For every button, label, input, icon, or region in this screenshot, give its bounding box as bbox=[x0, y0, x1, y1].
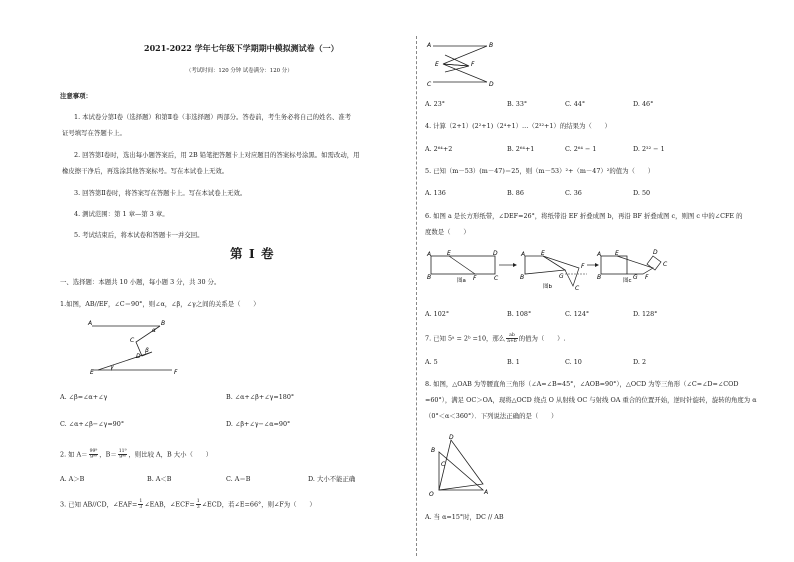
notice-item: 2. 回答第Ⅰ卷时，选出每小题答案后，用 2B 铅笔把答题卡上对应题目的答案标号涂黑。如需改动，用 bbox=[74, 151, 360, 159]
q7-fraction bbox=[506, 333, 518, 344]
fig-label: B bbox=[597, 274, 602, 281]
fraction-denominator: 3 bbox=[139, 505, 143, 510]
q5-option-c: C. 36 bbox=[565, 189, 582, 197]
q1-option-c: C. ∠α+∠β−∠γ=90° bbox=[60, 420, 125, 428]
fig-label: C bbox=[427, 81, 432, 88]
q2-stem bbox=[60, 449, 212, 460]
exam-title: 2021-2022 学年七年级下学期期中模拟测试卷（一） bbox=[144, 43, 339, 53]
q7-option-b: B. 1 bbox=[507, 358, 520, 366]
fig-label: D bbox=[449, 434, 454, 441]
q4-option-a: A. 2⁶⁴+2 bbox=[425, 145, 453, 153]
q7-prefix: 7. 已知 5ᵃ = 2ᵇ =10，那么 bbox=[425, 334, 506, 343]
q1-option-b: B. ∠α+∠β+∠γ=180° bbox=[226, 393, 295, 401]
notice-item: 橡皮擦干净后，再选涂其他答案标号。写在本试卷上无效。 bbox=[62, 167, 229, 175]
fig-label: G bbox=[633, 274, 638, 281]
fig-label: E bbox=[435, 61, 439, 68]
fig-label: F bbox=[471, 61, 475, 68]
q3-fraction-2 bbox=[196, 499, 201, 510]
fraction-denominator: 3 bbox=[196, 505, 200, 510]
q3-option-c: C. 44° bbox=[565, 100, 586, 108]
q2-mid: ，B＝ bbox=[99, 450, 117, 459]
fig-label: D bbox=[653, 249, 658, 256]
fig-caption: 图a bbox=[457, 278, 466, 284]
q6-option-c: C. 124° bbox=[565, 310, 590, 318]
q3-stem bbox=[60, 499, 316, 510]
section-instruction: 一、选择题：本题共 10 小题，每小题 3 分，共 30 分。 bbox=[60, 278, 221, 286]
q3-prefix: 3. 已知 AB//CD，∠EAF= bbox=[60, 500, 138, 509]
q2-option-b: B. A＜B bbox=[147, 475, 172, 483]
fig-label: A bbox=[88, 320, 93, 327]
left-column bbox=[60, 0, 410, 562]
q8-figure bbox=[429, 432, 499, 502]
q1-option-d: D. ∠β+∠γ−∠α=90° bbox=[226, 420, 291, 428]
q2-option-c: C. A＝B bbox=[226, 475, 251, 483]
q8-line1: 8. 如图，△OAB 为等腰直角三角形（∠A=∠B=45°，∠AOB=90°），△OCD 为等三角形（∠C=∠D=∠COD bbox=[425, 380, 739, 388]
fig-label: A bbox=[597, 251, 602, 258]
fraction-numerator: 99⁹ bbox=[89, 449, 98, 454]
notice-item: 证号填写在答题卡上。 bbox=[62, 129, 126, 137]
q8-line3: （0°＜α＜360°）．下列说法正确的是（ ） bbox=[425, 412, 558, 420]
q1-stem: 1.如图，AB//EF，∠C＝90°，则∠α，∠β，∠γ之间的关系是（ ） bbox=[60, 300, 260, 308]
fig-label: G bbox=[559, 273, 564, 280]
q1-figure bbox=[88, 318, 198, 380]
q3-suffix: ∠ECD，若∠E=66°，则∠F为（ ） bbox=[201, 500, 316, 509]
fig-label: D bbox=[136, 353, 141, 360]
q6-option-d: D. 128° bbox=[633, 310, 658, 318]
fraction-numerator: 11⁹ bbox=[118, 449, 127, 454]
fig-label: F bbox=[473, 275, 477, 282]
q4-option-c: C. 2⁶⁴ − 1 bbox=[565, 145, 597, 153]
fig-caption: 图b bbox=[543, 284, 552, 290]
right-column bbox=[425, 0, 775, 562]
fig-label: D bbox=[489, 81, 494, 88]
fig-label: C bbox=[663, 261, 668, 268]
fig-label: A bbox=[484, 489, 489, 496]
q2-fraction-a bbox=[89, 449, 99, 460]
q7-suffix: 的值为（ ）. bbox=[518, 334, 566, 343]
fig-label: A bbox=[521, 251, 526, 258]
q6-stem-line2: 度数是（ ） bbox=[425, 228, 470, 236]
q5-option-a: A. 136 bbox=[425, 189, 446, 197]
q8-option-a: A. 当 α=15°时，DC // AB bbox=[425, 513, 504, 521]
notice-item: 4. 测试范围：第 1 章—第 3 章。 bbox=[74, 210, 169, 218]
q4-option-b: B. 2⁶⁴+1 bbox=[507, 145, 535, 153]
fraction-denominator: 9⁹⁹ bbox=[90, 455, 97, 460]
strip-rect bbox=[431, 256, 495, 274]
fraction-denominator: 9⁹⁰ bbox=[119, 455, 126, 460]
fig-label: E bbox=[615, 250, 619, 257]
q3-option-d: D. 46° bbox=[633, 100, 654, 108]
fraction-numerator: 1 bbox=[139, 499, 143, 504]
notice-item: 3. 回答第Ⅱ卷时，将答案写在答题卡上。写在本试卷上无效。 bbox=[74, 189, 247, 197]
fig-label: F bbox=[645, 274, 649, 281]
q2-suffix: ，则比较 A，B 大小（ ） bbox=[128, 450, 213, 459]
fig-label: E bbox=[541, 250, 545, 257]
notice-item: 5. 考试结束后，将本试卷和答题卡一并交回。 bbox=[74, 231, 204, 239]
q4-stem: 4. 计算（2+1）(2²+1)（2⁴+1）…（2³²+1）的结果为（ ） bbox=[425, 122, 611, 130]
fig-label: E bbox=[90, 369, 94, 376]
fig-label: C bbox=[130, 337, 135, 344]
fig-label: C bbox=[494, 275, 499, 282]
fig-label: F bbox=[174, 369, 178, 376]
fig-label: B bbox=[520, 274, 525, 281]
fig-label: γ bbox=[110, 364, 114, 371]
section-title: 第 I 卷 bbox=[230, 246, 275, 261]
fig-label: β bbox=[145, 347, 149, 354]
fig-caption: 图c bbox=[623, 278, 632, 284]
fig-label: F bbox=[581, 263, 585, 270]
fig-label: A bbox=[427, 251, 432, 258]
fig-label: α bbox=[152, 327, 156, 334]
fig-label: D bbox=[493, 250, 498, 257]
q7-option-d: D. 2 bbox=[633, 358, 647, 366]
fig-label: A bbox=[427, 42, 432, 49]
fig-label: B bbox=[489, 42, 494, 49]
q2-option-d: D. 大小不能正确 bbox=[308, 475, 356, 483]
fig-label: O bbox=[429, 491, 434, 498]
q1-option-a: A. ∠β=∠α+∠γ bbox=[60, 393, 108, 401]
q3-figure bbox=[427, 42, 499, 88]
q6-figures bbox=[427, 248, 667, 294]
fig-label: C bbox=[441, 461, 446, 468]
q2-fraction-b bbox=[118, 449, 128, 460]
q2-option-a: A. A＞B bbox=[60, 475, 85, 483]
fig-label: B bbox=[431, 447, 436, 454]
q6-option-a: A. 102° bbox=[425, 310, 450, 318]
q5-option-d: D. 50 bbox=[633, 189, 651, 197]
fig-label: B bbox=[427, 274, 432, 281]
q6-stem-line1: 6. 如图 a 是长方形纸带，∠DEF=26°，将纸带沿 EF 折叠成图 b，再沿 BF 折叠成图 c，则图 c 中的∠CFE 的 bbox=[425, 212, 743, 220]
q2-prefix: 2. 如 A＝ bbox=[60, 450, 88, 459]
q3-mid: ∠EAB，∠ECF= bbox=[144, 500, 195, 509]
fig-label: E bbox=[447, 250, 451, 257]
q8-line2: =60°），满足 OC＞OA，现将△OCD 绕点 O 从射线 OC 与射线 OA 重合的位置开始，逆时针旋转，旋转的角度为 α bbox=[425, 396, 757, 404]
q5-stem: 5. 已知（m－53）(m－47)＝25，则（m－53）²+（m－47）²的值为（ ） bbox=[425, 167, 655, 175]
q4-option-d: D. 2³² − 1 bbox=[633, 145, 665, 153]
q5-option-b: B. 86 bbox=[507, 189, 524, 197]
q7-option-a: A. 5 bbox=[425, 358, 438, 366]
fraction-denominator: a+b bbox=[507, 339, 517, 344]
q3-option-b: B. 33° bbox=[507, 100, 528, 108]
q7-stem bbox=[425, 333, 566, 344]
fraction-numerator: 1 bbox=[196, 499, 200, 504]
q3-fraction-1 bbox=[138, 499, 143, 510]
q6-option-b: B. 108° bbox=[507, 310, 532, 318]
exam-subtitle: （考试时间：120 分钟 试卷满分：120 分） bbox=[186, 68, 293, 74]
fig-label: C bbox=[575, 285, 580, 292]
notice-heading: 注意事项： bbox=[60, 92, 92, 100]
fraction-numerator: ab bbox=[506, 333, 518, 339]
fig-label: B bbox=[161, 320, 166, 327]
notice-item: 1. 本试卷分第Ⅰ卷（选择题）和第Ⅱ卷（非选择题）两部分。答卷前，考生务必将自己的姓名、准考 bbox=[74, 113, 352, 121]
column-divider bbox=[416, 36, 417, 556]
q7-option-c: C. 10 bbox=[565, 358, 582, 366]
q3-option-a: A. 23° bbox=[425, 100, 446, 108]
